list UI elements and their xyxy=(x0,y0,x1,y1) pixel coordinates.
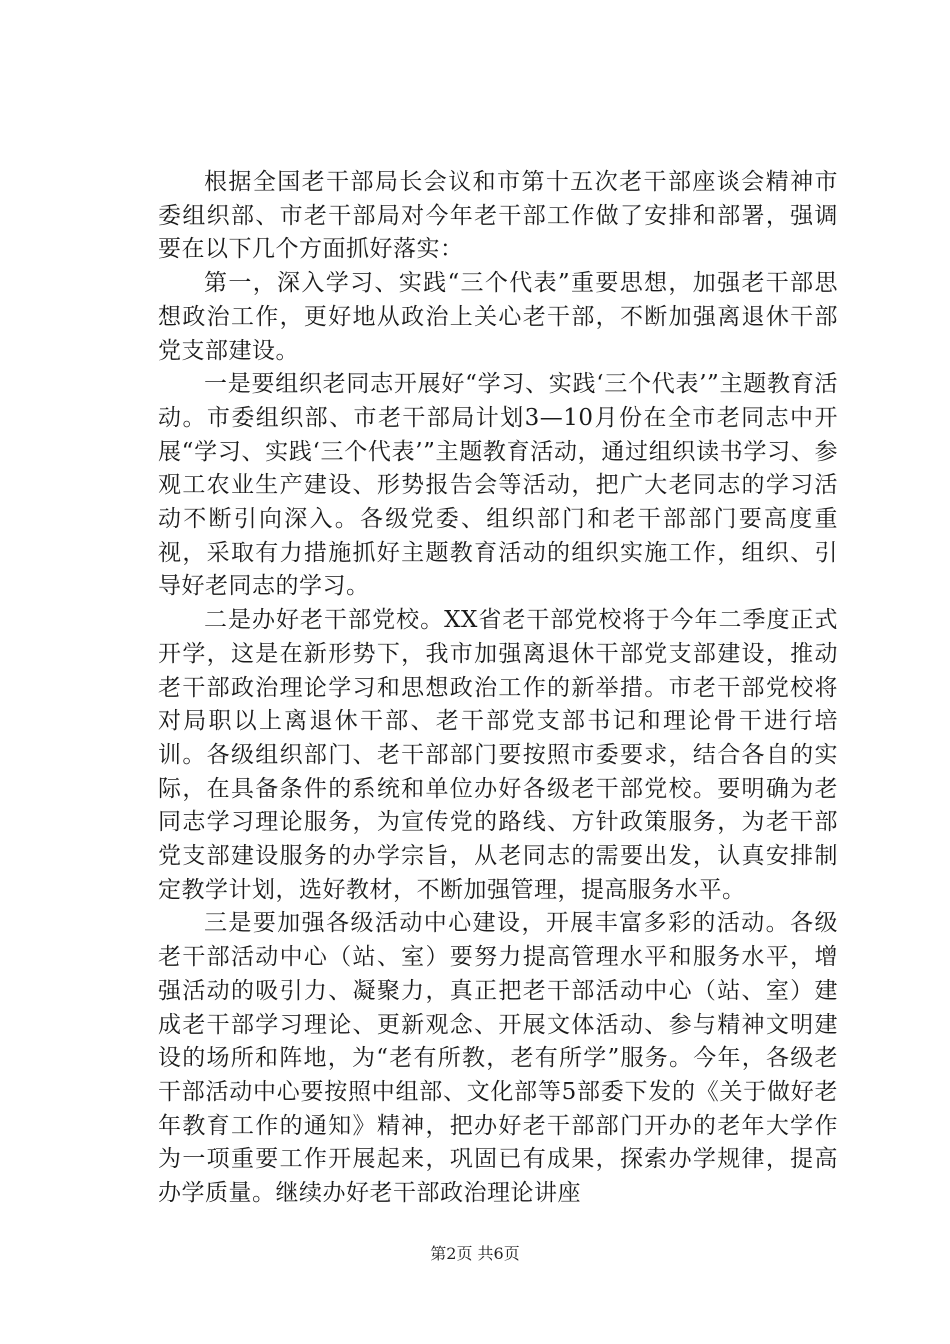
page-number-footer: 第2页 共6页 xyxy=(430,1244,520,1263)
paragraph-item-two: 二是办好老干部党校。XX省老干部党校将于今年二季度正式开学，这是在新形势下，我市加强离退休干部党支部建设，推动老干部政治理论学习和思想政治工作的新举措。市老干部党校将对局职以上离退休干部、老干部党支部书记和理论骨干进行培训。各级组织部门、老干部部门要按照市委要求，结合各自的实际，在具备条件的系统和单位办好各级老干部党校。要明确为老同志学习理论服务，为宣传党的路线、方针政策服务，为老干部党支部建设服务的办学宗旨，从老同志的需要出发，认真安排制定教学计划，选好教材，不断加强管理，提高服务水平。 xyxy=(158,607,838,903)
paragraph-first-point: 第一，深入学习、实践“三个代表”重要思想，加强老干部思想政治工作，更好地从政治上关心老干部，不断加强离退休干部党支部建设。 xyxy=(158,270,838,364)
paragraph-item-one: 一是要组织老同志开展好“学习、实践‘三个代表’”主题教育活动。市委组织部、市老干部局计划3—10月份在全市老同志中开展“学习、实践‘三个代表’”主题教育活动，通过组织读书学习、参观工农业生产建设、形势报告会等活动，把广大老同志的学习活动不断引向深入。各级党委、组织部门和老干部部门要高度重视，采取有力措施抓好主题教育活动的组织实施工作，组织、引导好老同志的学习。 xyxy=(158,371,838,600)
paragraph-intro: 根据全国老干部局长会议和市第十五次老干部座谈会精神市委组织部、市老干部局对今年老干部工作做了安排和部署，强调要在以下几个方面抓好落实： xyxy=(158,169,838,263)
document-body xyxy=(158,166,838,1211)
paragraph-item-three: 三是要加强各级活动中心建设，开展丰富多彩的活动。各级老干部活动中心（站、室）要努力提高管理水平和服务水平，增强活动的吸引力、凝聚力，真正把老干部活动中心（站、室）建成老干部学习理论、更新观念、开展文体活动、参与精神文明建设的场所和阵地，为“老有所教，老有所学”服务。今年，各级老干部活动中心要按照中组部、文化部等5部委下发的《关于做好老年教育工作的通知》精神，把办好老干部部门开办的老年大学作为一项重要工作开展起来，巩固已有成果，探索办学规律，提高办学质量。继续办好老干部政治理论讲座 xyxy=(158,910,838,1207)
